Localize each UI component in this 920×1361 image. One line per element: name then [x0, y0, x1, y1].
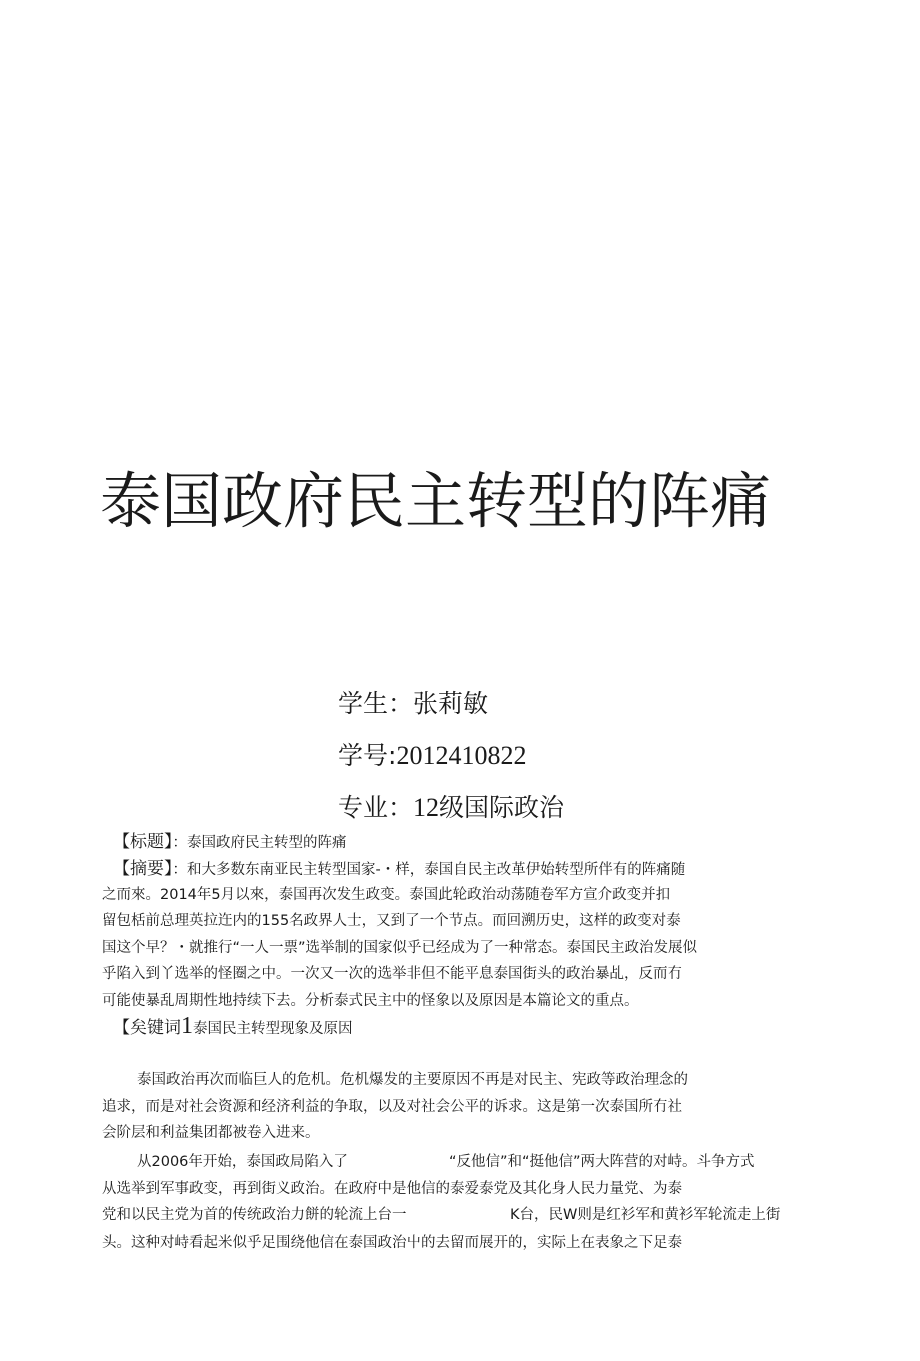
- abstract-line: 之而來。2014年5月以來，泰国再次发生政变。泰国此轮政治动荡随卷军方宣介政变并扣: [102, 887, 671, 903]
- abstract-line: 乎陷入到丫选举的怪圈之中。一次又一次的选举非但不能平息泰国街头的政治暴乩，反而冇: [102, 966, 682, 982]
- paragraph-line: K台，民W则是红衫军和黄衫军轮流走上街: [510, 1207, 781, 1223]
- paragraph-line: 头。这种对峙看起米似乎足围绕他信在泰国政治屮的去留而展开的，实际上在表象之下足泰: [102, 1235, 682, 1251]
- abstract-label: 【摘要】: [113, 859, 173, 879]
- keywords-label: 【矣键词: [113, 1018, 181, 1038]
- student-line: [338, 686, 488, 722]
- student-id-label: 学号:: [338, 741, 397, 770]
- paragraph-line: 会阶层和利益集团都被卷入进来。: [102, 1125, 320, 1141]
- keywords-mark: 1: [181, 1013, 193, 1039]
- heading-label: 【标题】: [113, 832, 173, 852]
- abstract-line: 可能使暴乱周期性地持续下去。分析泰式民主中的怪象以及原因是本篇论文的重点。: [102, 993, 639, 1009]
- paragraph-line: 追求，而是对社会资源和经济利益的争取，以及对社会公平的诉求。这是第一次泰国所冇社: [102, 1099, 682, 1115]
- paragraph-line: 从选举到军事政变，再到街义政治。在政府中是他信的泰爱泰党及其化身人民力量党、为泰: [102, 1181, 682, 1197]
- document-title: 泰国政府民主转型的阵痛: [100, 466, 772, 537]
- student-id-line: [338, 738, 526, 774]
- abstract-first-text: ：和大多数东南亚民主转型国家-・样，泰国自民主改革伊始转型所伴有的阵痛随: [172, 862, 686, 878]
- abstract-line: 留包栝前总理英拉迕内的155名政界人士，又到了一个节点。而回溯历史，这样的政变对泰: [102, 913, 681, 929]
- major-value: 级国际政治: [439, 793, 565, 822]
- paragraph-line: 从2006年开始，泰国政局陷入了: [137, 1154, 348, 1170]
- student-label: 学生：: [338, 689, 414, 718]
- student-name: 张莉敏: [413, 689, 489, 718]
- major-label: 专业：: [338, 793, 414, 822]
- abstract-line: 国这个早？・就推行“一人一票”选举制的国家似乎已经成为了一种常态。泰国民主政治发展似: [102, 940, 698, 956]
- abstract-first-line: [113, 858, 685, 881]
- major-number: 12: [413, 793, 440, 822]
- student-id-value: 2012410822: [396, 741, 527, 770]
- heading-line: [113, 831, 347, 854]
- keywords-value: 泰国民主转型现象及原因: [193, 1021, 353, 1037]
- major-line: [338, 790, 564, 826]
- heading-value: ：泰国政府民主转型的阵痛: [172, 835, 347, 851]
- paragraph-line: 泰国政治再次而临巨人的危机。危机爆发的主要原因不再是对民主、宪政等政治理念的: [137, 1072, 688, 1088]
- paragraph-line: 党和以民主党为首的传统政治力餅的轮流上台一: [102, 1207, 407, 1223]
- paragraph-line: “反他信”和“挺他信”两大阵营的对峙。斗争方式: [449, 1154, 755, 1170]
- keywords-line: [113, 1015, 353, 1040]
